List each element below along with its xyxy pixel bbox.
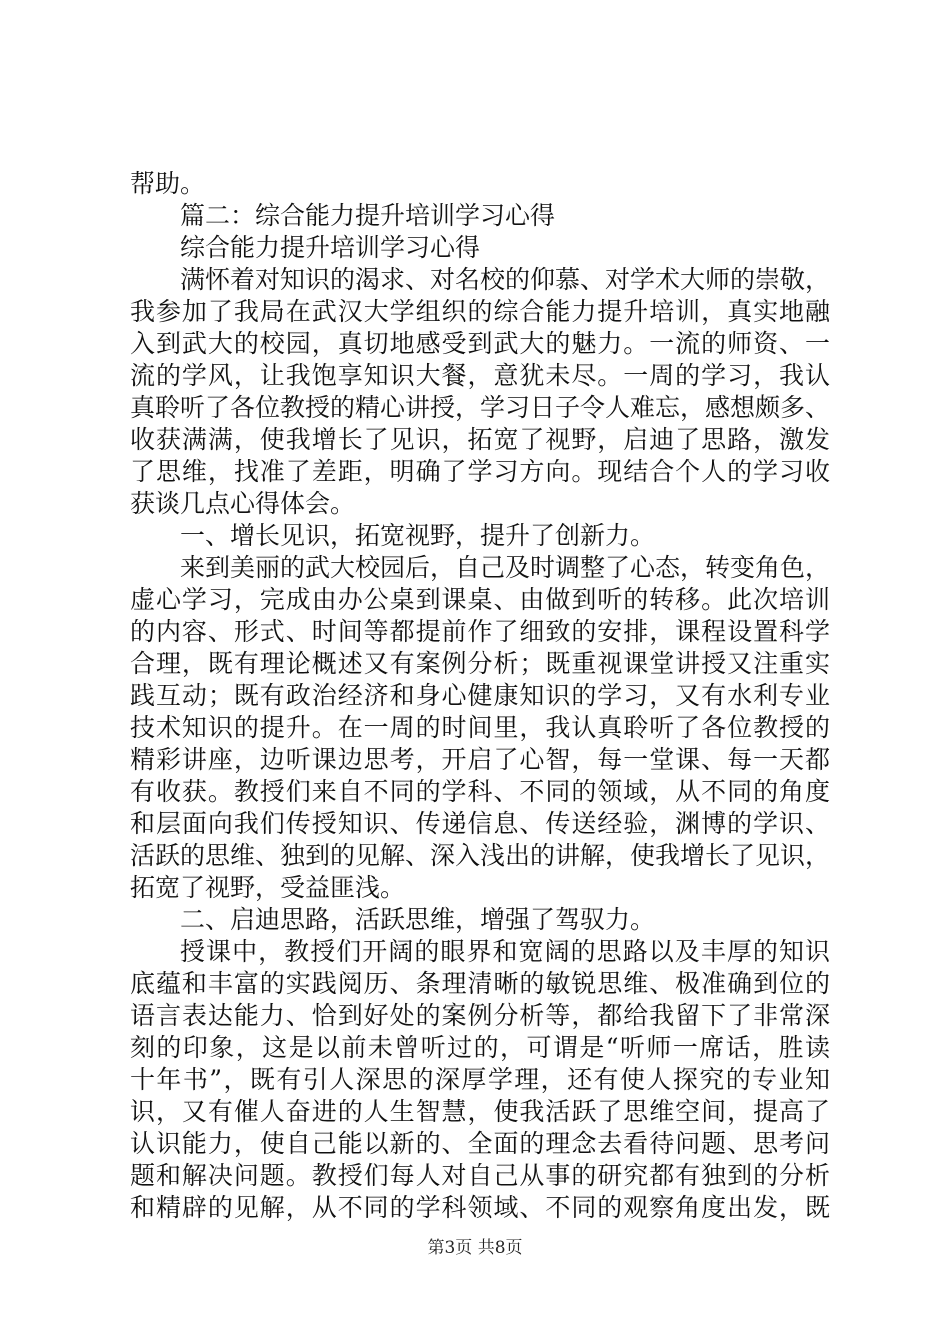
section-heading: 二、启迪思路，活跃思维，增强了驾驭力。 [180,905,656,934]
text-line: 授课中，教授们开阔的眼界和宽阔的思路以及丰厚的知识 [180,937,830,966]
text-line: 拓宽了视野，受益匪浅。 [130,873,406,902]
section-heading: 一、增长见识，拓宽视野，提升了创新力。 [180,521,656,550]
text-line: 语言表达能力、恰到好处的案例分析等，都给我留下了非常深 [130,1001,830,1030]
text-line: 的内容、形式、时间等都提前作了细致的安排，课程设置科学 [130,617,830,646]
text-line: 刻的印象，这是以前未曾听过的，可谓是“听师一席话，胜读 [130,1033,830,1062]
text-line: 有收获。教授们来自不同的学科、不同的领域，从不同的角度 [130,777,830,806]
text-line: 入到武大的校园，真切地感受到武大的魅力。一流的师资、一 [130,329,830,358]
text-line: 底蕴和丰富的实践阅历、条理清晰的敏锐思维、极准确到位的 [130,969,830,998]
text-line: 技术知识的提升。在一周的时间里，我认真聆听了各位教授的 [130,713,830,742]
text-line: 收获满满，使我增长了见识，拓宽了视野，启迪了思路，激发 [130,425,830,454]
text-line: 践互动；既有政治经济和身心健康知识的学习，又有水利专业 [130,681,830,710]
text-line: 流的学风，让我饱享知识大餐，意犹未尽。一周的学习，我认 [130,361,830,390]
text-line: 虚心学习，完成由办公桌到课桌、由做到听的转移。此次培训 [130,585,830,614]
page-footer: 第3页 共8页 [427,1238,523,1258]
text-line: 真聆听了各位教授的精心讲授，学习日子令人难忘，感想颇多、 [130,393,831,422]
text-line: 和精辟的见解，从不同的学科领域、不同的观察角度出发，既 [130,1193,830,1222]
text-line: 来到美丽的武大校园后，自己及时调整了心态，转变角色， [180,553,831,582]
text-line: 十年书”，既有引人深思的深厚学理，还有使人探究的专业知 [130,1065,830,1094]
section-heading: 篇二：综合能力提升培训学习心得 [180,201,556,230]
text-line: 合理，既有理论概述又有案例分析；既重视课堂讲授又注重实 [130,649,830,678]
text-line: 帮助。 [130,169,206,198]
article-title: 综合能力提升培训学习心得 [180,233,481,262]
text-line: 精彩讲座，边听课边思考，开启了心智，每一堂课、每一天都 [130,745,830,774]
text-line: 我参加了我局在武汉大学组织的综合能力提升培训，真实地融 [130,297,830,326]
text-line: 和层面向我们传授知识、传递信息、传送经验，渊博的学识、 [130,809,830,838]
text-line: 识，又有催人奋进的人生智慧，使我活跃了思维空间，提高了 [130,1097,830,1126]
text-line: 活跃的思维、独到的见解、深入浅出的讲解，使我增长了见识， [130,841,831,870]
text-line: 题和解决问题。教授们每人对自己从事的研究都有独到的分析 [130,1161,830,1190]
text-line: 认识能力，使自己能以新的、全面的理念去看待问题、思考问 [130,1129,830,1158]
text-line: 了思维，找准了差距，明确了学习方向。现结合个人的学习收 [130,457,830,486]
text-line: 满怀着对知识的渴求、对名校的仰慕、对学术大师的崇敬， [180,265,831,294]
text-line: 获谈几点心得体会。 [130,489,356,518]
